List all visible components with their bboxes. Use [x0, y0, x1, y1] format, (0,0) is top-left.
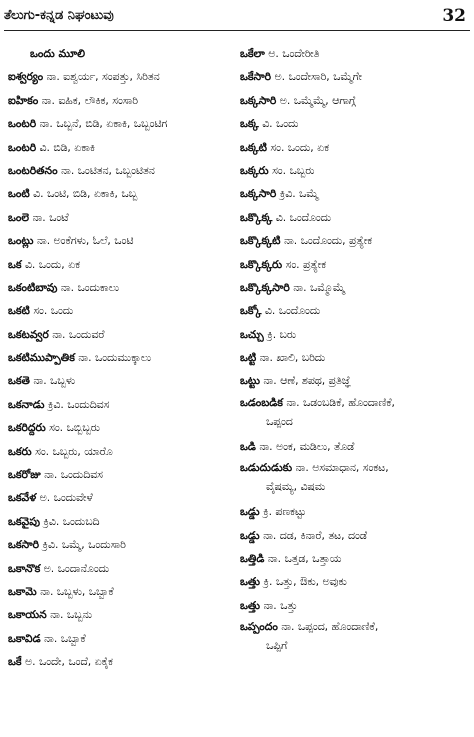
entry-headword: ఒడుదుడుకు	[240, 461, 293, 475]
entry-headword: ఒట్టు	[240, 374, 260, 388]
dictionary-entry	[240, 229, 470, 252]
entry-headword: ఒక్కొక్కరు	[240, 257, 283, 271]
entry-headword: ఒంట్లు	[8, 234, 34, 248]
entry-headword: ఒక	[8, 257, 22, 271]
entry-definition: ನಾ. ಒಬ್ಬಾಕೆ	[44, 631, 86, 645]
entry-definition: ಸಂ. ಒಬ್ಬರು	[272, 163, 315, 177]
dictionary-entry	[8, 393, 230, 416]
entry-headword: ఒంటి	[8, 187, 30, 201]
entry-definition: ವಿ. ಒಂಟಿ, ಬಿಡಿ, ಏಕಾಕಿ, ಒಬ್ಬ	[33, 187, 138, 201]
entry-headword: ఒప్పందం	[240, 620, 278, 634]
entry-definition: ನಾ. ಒಬ್ಬನೆ, ಬಿಡಿ, ಏಕಾಕಿ, ಒಬ್ಬಂಟಿಗ	[39, 117, 168, 131]
entry-headword: ఒకనాడు	[8, 397, 45, 411]
entry-headword: ఒక్కసారి	[240, 187, 277, 201]
dictionary-entry	[8, 136, 230, 159]
dictionary-entry	[240, 458, 470, 478]
entry-definition: ನಾ. ಆಣೆ, ಶಪಥ, ಪ್ರತಿಜ್ಞೆ	[263, 374, 351, 388]
dictionary-entry	[8, 89, 230, 112]
dictionary-entry	[8, 42, 230, 65]
entry-headword: ఒడంబడిక	[240, 395, 283, 409]
dictionary-entry	[8, 650, 230, 673]
dictionary-entry	[240, 206, 470, 229]
entry-headword: ఒకరోజు	[8, 468, 41, 482]
entry-headword: ఒట్టి	[240, 351, 257, 365]
entry-definition: ನಾ. ಒಂದುಮುಕ್ಕಾಲು	[78, 351, 152, 365]
dictionary-entry	[8, 463, 230, 486]
entry-definition: ವಿ. ಒಂದೊಂದು	[275, 210, 332, 224]
entry-definition: ಕ್ರಿವಿ. ಒಂದುದಿವಸ	[47, 397, 110, 411]
dictionary-entry	[240, 182, 470, 205]
dictionary-entry	[8, 206, 230, 229]
entry-definition: ಸಂ. ಒಂದು, ಏಕ	[270, 140, 329, 154]
entry-headword: ఒత్తు	[240, 598, 261, 612]
entry-definition: ನಾ. ಒಬ್ಬನು	[50, 608, 93, 622]
entry-headword: ఒకామె	[8, 584, 37, 598]
dictionary-entry	[8, 182, 230, 205]
entry-headword: ఒడ్డు	[240, 505, 260, 519]
entry-definition: ನಾ. ಒತ್ತು	[263, 598, 298, 612]
entry-headword: ఒందు మూలి	[30, 47, 86, 60]
dictionary-entry	[8, 369, 230, 392]
entry-definition: ನಾ. ಅಸಮಾಧಾನ, ಸಂಕಟ,	[295, 461, 389, 475]
entry-headword: ఒంటరితనం	[8, 163, 58, 177]
entry-definition: ನಾ. ದಡ, ಕಿನಾರೆ, ತಟ, ದಂಡೆ	[263, 528, 368, 542]
dictionary-entry	[240, 253, 470, 276]
entry-definition: ನಾ. ಒಪ್ಪಂದ, ಹೊಂದಾಣಿಕೆ,	[281, 620, 379, 634]
entry-definition: ವಿ. ಒಂದು	[262, 117, 299, 131]
entry-headword: ఒంలె	[8, 210, 30, 224]
entry-headword: ఒకవేళ	[8, 491, 37, 505]
dictionary-entry	[8, 533, 230, 556]
entry-headword: ఒకటి	[8, 304, 30, 318]
right-column	[240, 42, 470, 659]
entry-headword: ఒత్తు	[240, 575, 261, 589]
entry-definition: ನಾ. ಐಹಿಕ, ಲೌಕಿಕ, ಸಂಸಾರಿ	[41, 93, 138, 107]
entry-definition: ಕ್ರಿವಿ. ಒಮ್ಮೆ	[279, 187, 319, 201]
entry-headword: ఒకటవ్వర	[8, 327, 49, 341]
entry-definition: ನಾ. ಒಂದುದಿವಸ	[44, 468, 103, 482]
dictionary-entry	[240, 500, 470, 523]
entry-headword: ఒక్కొక్కసారి	[240, 280, 290, 294]
entry-definition: ನಾ. ಒಂದುವರೆ	[52, 327, 105, 341]
page-header	[4, 6, 466, 30]
dictionary-entry	[240, 89, 470, 112]
entry-definition: ಅ. ಒಂದುವೇಳೆ	[39, 491, 93, 505]
entry-definition: ನಾ. ಒತ್ತಡ, ಒತ್ತಾಯ	[267, 552, 342, 566]
entry-headword: ఒకవైపు	[8, 514, 40, 528]
dictionary-entry	[8, 416, 230, 439]
dictionary-entry	[8, 112, 230, 135]
entry-definition: ಅ. ಒಂದೇ, ಒಂದೆ, ಏಕೈಕ	[24, 655, 113, 669]
dictionary-entry	[240, 435, 470, 458]
entry-definition: ನಾ. ಒಬ್ಬಳು	[33, 374, 76, 388]
dictionary-entry	[240, 276, 470, 299]
dictionary-entry	[8, 346, 230, 369]
entry-definition: ಅ. ಒಂದಾನೊಂದು	[43, 561, 110, 575]
entry-definition: ಅ. ಒಂದೇಸಾರಿ, ಒಮ್ಮೆಗೇ	[274, 70, 362, 84]
dictionary-entry	[240, 159, 470, 182]
entry-definition: ಕ್ರಿವಿ. ಒಂದುಬದಿ	[43, 514, 100, 528]
entry-headword: ఒక్కో	[240, 304, 262, 318]
dictionary-entry	[8, 603, 230, 626]
entry-definition: ಕ್ರಿ. ಬರು	[267, 327, 297, 341]
entry-definition: ಸಂ. ಪ್ರತ್ಯೇಕ	[285, 257, 327, 271]
entry-headword: ఒకసారి	[8, 538, 40, 552]
entry-definition: ನಾ. ಒಂಟಿತನ, ಒಬ್ಬಂಟಿತನ	[61, 163, 155, 177]
entry-headword: ఒడి	[240, 439, 256, 453]
dictionary-entry	[8, 65, 230, 88]
entry-definition: ನಾ. ಒಬ್ಬಳು, ಒಬ್ಬಾಕೆ	[40, 584, 114, 598]
dictionary-entry	[240, 524, 470, 547]
entry-headword: ఒకేసారి	[240, 70, 272, 84]
dictionary-entry	[8, 276, 230, 299]
dictionary-entry	[240, 323, 470, 346]
entry-headword: ఒంటరి	[8, 140, 37, 154]
entry-headword: ఒక్కటి	[240, 140, 267, 154]
dictionary-entry	[8, 323, 230, 346]
entry-headword: ఐహికం	[8, 93, 39, 107]
dictionary-entry	[8, 440, 230, 463]
entry-definition: ನಾ. ಒಂಟೆ	[32, 210, 69, 224]
entry-headword: ఒకంటిబావు	[8, 280, 58, 294]
dictionary-entry	[8, 299, 230, 322]
entry-continuation: ಒಪ್ಪಿಗೆ	[266, 639, 288, 653]
entry-definition: ನಾ. ಖಾಲಿ, ಬರಿದು	[259, 351, 326, 365]
entry-definition: ವಿ. ಒಂದು, ಏಕ	[24, 257, 80, 271]
entry-headword: ఒకరిద్దరు	[8, 421, 46, 435]
entry-definition: ನಾ. ಅಂಕ, ಮಡಿಲು, ತೊಡೆ	[259, 439, 355, 453]
entry-headword: ఒడ్డు	[240, 528, 260, 542]
dictionary-entry	[240, 570, 470, 593]
entry-headword: ఒకటిముప్పాతిక	[8, 351, 75, 365]
dictionary-entry	[240, 369, 470, 392]
entry-definition: ನಾ. ಐಶ್ವರ್ಯ, ಸಂಪತ್ತು, ಸಿರಿತನ	[46, 70, 160, 84]
entry-definition: ಕ್ರಿ. ಒತ್ತು, ಔಕು, ಅವುಕು	[263, 575, 347, 589]
entry-headword: ఒకానొక	[8, 561, 41, 575]
entry-headword: ఒకావిడ	[8, 631, 41, 645]
entry-definition: ಸಂ. ಒಬ್ಬರು, ಯಾರೊ	[35, 444, 113, 458]
header-rule	[4, 30, 470, 31]
dictionary-entry	[240, 42, 470, 65]
entry-headword: ఒకేలా	[240, 47, 265, 60]
entry-headword: ఒక్కసారి	[240, 93, 277, 107]
entry-headword: ఒక్కొక్క	[240, 210, 273, 224]
dictionary-entry	[8, 229, 230, 252]
dictionary-entry	[8, 486, 230, 509]
entry-headword: ఒకే	[8, 655, 22, 669]
dictionary-entry	[240, 112, 470, 135]
header-title: ತೆಲುಗು-ಕನ್ನಡ ನಿಘಂಟುವು	[4, 8, 114, 23]
dictionary-entry	[8, 557, 230, 580]
entry-definition: ನಾ. ಒಮ್ಮೊಮ್ಮೆ	[293, 280, 346, 294]
entry-definition: ಸಂ. ಒಂದು	[33, 304, 74, 318]
entry-headword: ఒత్తిడి	[240, 552, 265, 566]
entry-definition: ಕ್ರಿ. ಪಣಕಟ್ಟು	[263, 505, 307, 519]
dictionary-entry	[240, 617, 470, 637]
entry-definition: ವಿ. ಒಂದೊಂದು	[264, 304, 321, 318]
entry-definition: ಅ. ಒಂದೇರೀತಿ	[268, 47, 320, 60]
entry-headword: ఒంటరి	[8, 117, 37, 131]
entry-definition: ಕ್ರಿವಿ. ಒಮ್ಮೆ, ಒಂದುಸಾರಿ	[42, 538, 126, 552]
page-number: 32	[442, 6, 466, 26]
dictionary-entry	[240, 136, 470, 159]
entry-definition: ವಿ. ಬಿಡಿ, ಏಕಾಕಿ	[39, 140, 95, 154]
left-column	[8, 42, 230, 674]
dictionary-entry	[240, 594, 470, 617]
entry-definition: ಸಂ. ಒಬ್ಬಿಬ್ಬರು	[49, 421, 100, 435]
dictionary-entry	[8, 510, 230, 533]
entry-headword: ఒకాయన	[8, 608, 47, 622]
entry-definition: ಅ. ಒಮ್ಮೆಮ್ಮೆ, ಆಗಾಗ್ಗೆ	[279, 93, 356, 107]
entry-headword: ఐశ్వర్యం	[8, 70, 44, 84]
dictionary-entry	[240, 299, 470, 322]
entry-definition: ನಾ. ಒಂದುಕಾಲು	[60, 280, 120, 294]
entry-headword: ఒక్క	[240, 117, 259, 131]
dictionary-entry	[240, 65, 470, 88]
entry-definition: ನಾ. ಅಂಕೆಗಳು, ಓಲೆ, ಒಂಟಿ	[36, 234, 134, 248]
dictionary-entry	[240, 346, 470, 369]
entry-headword: ఒక్కరు	[240, 163, 269, 177]
dictionary-entry	[8, 580, 230, 603]
entry-headword: ఒక్కొక్కటి	[240, 234, 281, 248]
entry-headword: ఒచ్చు	[240, 327, 264, 341]
entry-continuation: ಒಪ್ಪಂದ	[266, 414, 293, 428]
dictionary-entry	[8, 253, 230, 276]
entry-definition: ನಾ. ಒಡಂಬಡಿಕೆ, ಹೊಂದಾಣಿಕೆ,	[286, 395, 395, 409]
dictionary-entry	[8, 627, 230, 650]
dictionary-entry	[240, 393, 470, 413]
dictionary-entry	[240, 547, 470, 570]
entry-headword: ఒకతె	[8, 374, 30, 388]
dictionary-entry	[8, 159, 230, 182]
entry-continuation: ವೈಷಮ್ಯ, ವಿಷಮ	[266, 480, 326, 494]
entry-headword: ఒకరు	[8, 444, 32, 458]
entry-definition: ನಾ. ಒಂದೊಂದು, ಪ್ರತ್ಯೇಕ	[283, 234, 373, 248]
